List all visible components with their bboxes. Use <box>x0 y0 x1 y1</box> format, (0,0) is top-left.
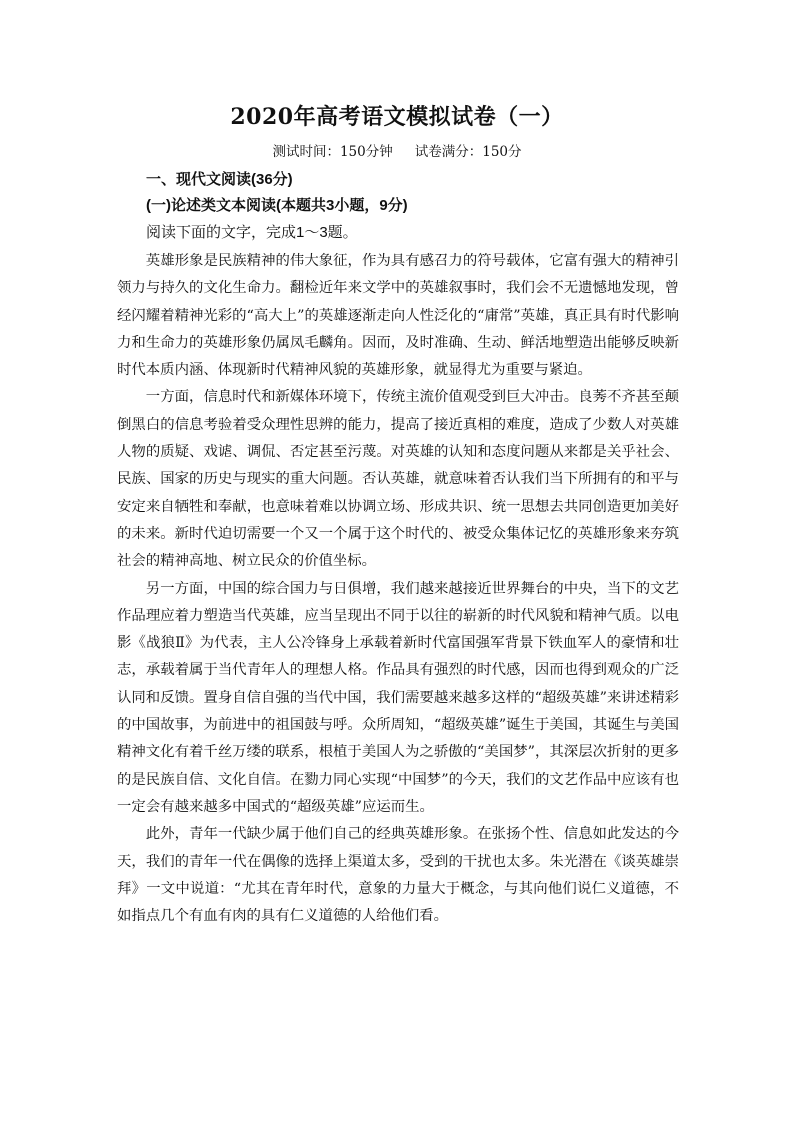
reading-instruction: 阅读下面的文字，完成1～3题。 <box>146 224 358 241</box>
passage-paragraph-4: 此外，青年一代缺少属于他们自己的经典英雄形象。在张扬个性、信息如此发达的今天，我们的青年一代在偶像的选择上渠道太多，受到的干扰也太多。朱光潜在《谈英雄崇拜》一文中说道：“尤其在青年时代，意象的力量大于概念，与其向他们说仁义道德，不如指点几个有血有肉的具有仁义道德的人给他们看。 <box>117 826 679 925</box>
section-heading: 一、现代文阅读(36分) <box>146 171 293 188</box>
full-score: 试卷满分：150分 <box>414 144 522 160</box>
exam-time: 测试时间：150分钟 <box>272 144 393 160</box>
passage-paragraph-2: 一方面，信息时代和新媒体环境下，传统主流价值观受到巨大冲击。良莠不齐甚至颠倒黑白的信息考验着受众理性思辨的能力，提高了接近真相的难度，造成了少数人对英雄人物的质疑、戏谑、调侃、否定甚至污蔑。对英雄的认知和态度问题从来都是关乎社会、民族、国家的历史与现实的重大问题。否认英雄，就意味着否认我们当下所拥有的和平与安定来自牺牲和奉献，也意味着难以协调立场、形成共识、统一思想去共同创造更加美好的未来。新时代迫切需要一个又一个属于这个时代的、被受众集体记忆的英雄形象来夯筑社会的精神高地、树立民众的价值坐标。 <box>117 389 679 570</box>
passage-paragraph-3: 另一方面，中国的综合国力与日俱增，我们越来越接近世界舞台的中央，当下的文艺作品理应着力塑造当代英雄，应当呈现出不同于以往的崭新的时代风貌和精神气质。以电影《战狼Ⅱ》为代表，主人公冷锋身上承载着新时代富国强军背景下铁血军人的豪情和壮志，承载着属于当代青年人的理想人格。作品具有强烈的时代感，因而也得到观众的广泛认同和反馈。置身自信自强的当代中国，我们需要越来越多这样的“超级英雄”来讲述精彩的中国故事，为前进中的祖国鼓与呼。众所周知，“超级英雄”诞生于美国，其诞生与美国精神文化有着千丝万缕的联系，根植于美国人为之骄傲的“美国梦”，其深层次折射的更多的是民族自信、文化自信。在勠力同心实现“中国梦”的今天，我们的文艺作品中应该有也一定会有越来越多中国式的“超级英雄”应运而生。 <box>117 580 679 815</box>
passage-paragraph-1: 英雄形象是民族精神的伟大象征，作为具有感召力的符号载体，它富有强大的精神引领力与持久的文化生命力。翻检近年来文学中的英雄叙事时，我们会不无遗憾地发现，曾经闪耀着精神光彩的“高大上”的英雄逐渐走向人性泛化的“庸常”英雄，真正具有时代影响力和生命力的英雄形象仍属凤毛麟角。因而，及时准确、生动、鲜活地塑造出能够反映新时代本质内涵、体现新时代精神风貌的英雄形象，就显得尤为重要与紧迫。 <box>117 253 679 379</box>
reading-passage <box>117 248 679 930</box>
exam-info <box>0 142 794 162</box>
subsection-heading: (一)论述类文本阅读(本题共3小题，9分) <box>146 197 408 214</box>
page-title: 2020年高考语文模拟试卷（一） <box>230 104 564 130</box>
